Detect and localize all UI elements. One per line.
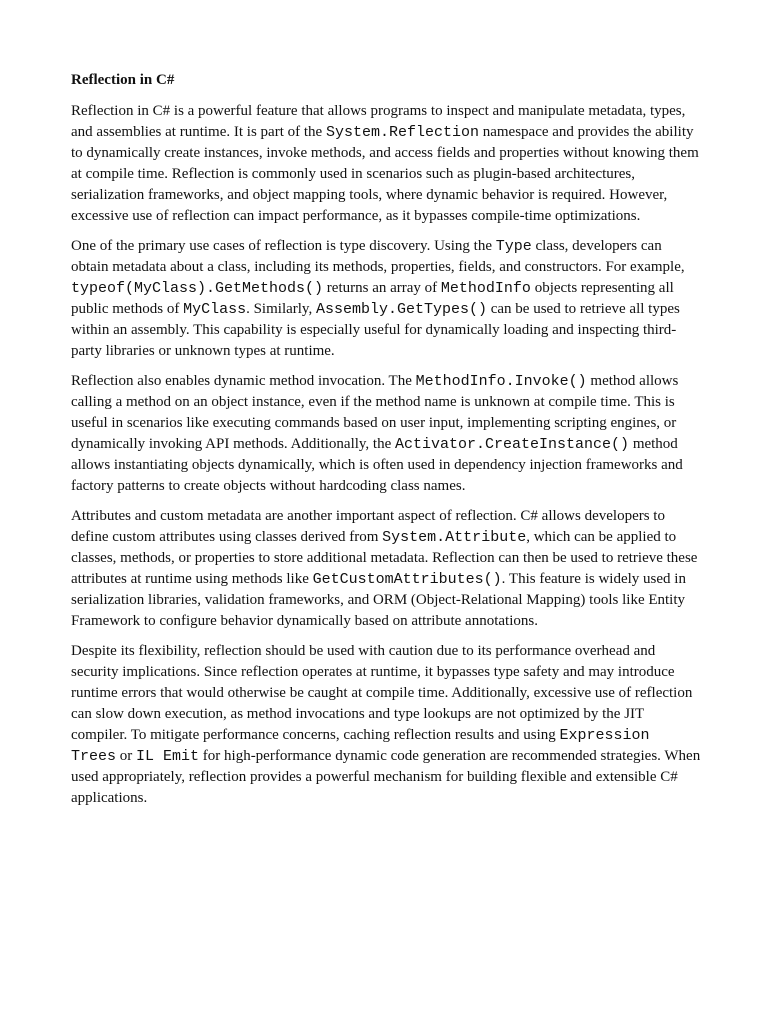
text-run: can be used to retrieve all types within an assembly. This capability is especially useful for dynamically loading and inspecting third-party libraries or unknown types at runtime. [71,301,680,359]
paragraph [71,371,701,497]
text-run: Attributes and custom metadata are another important aspect of reflection. C# allows developers to define custom attributes using classes derived from [71,508,665,545]
inline-code: System.Reflection [325,124,479,141]
inline-code: Assembly.GetTypes() [315,301,487,318]
inline-code: typeof(MyClass).GetMethods() [71,280,324,297]
paragraph [71,236,701,362]
inline-code: MyClass [183,301,247,318]
text-run: One of the primary use cases of reflection is type discovery. Using the [71,238,496,254]
inline-code: MethodInfo [440,280,531,297]
paragraph [71,641,701,809]
text-run: Reflection in C# is a powerful feature that allows programs to inspect and manipulate metadata, types, and assemblies at runtime. It is part of the [71,103,686,140]
inline-code: GetCustomAttributes() [312,571,502,588]
text-run: Reflection also enables dynamic method invocation. The [71,373,416,389]
text-run: namespace and provides the ability to dynamically create instances, invoke methods, and access fields and properties without knowing them at compile time. Reflection is commonly used in scenarios such as plugin-based architectures, serialization frameworks, and object mapping tools, where dynamic behavior is required. However, excessive use of reflection can impact performance, as it bypasses compile-time optimizations. [71,124,699,224]
text-run: method allows instantiating objects dynamically, which is often used in dependency injection frameworks and factory patterns to create objects without hardcoding class names. [71,436,683,494]
text-run: , which can be applied to classes, methods, or properties to store additional metadata. Reflection can then be used to retrieve these attributes at runtime using methods like [71,529,698,587]
text-run: objects representing all public methods of [71,280,674,317]
text-run: . This feature is widely used in serialization libraries, validation frameworks, and ORM (Object-Relational Mapping) tools like Entity Framework to configure behavior dynamically based on attribute annotations. [71,571,686,629]
text-run: Despite its flexibility, reflection should be used with caution due to its performance overhead and security implications. Since reflection operates at runtime, it bypasses type safety and may introduce runtime errors that would otherwise be caught at compile time. Additionally, excessive use of reflection can slow down execution, as method invocations and type lookups are not optimized by the JIT compiler. To mitigate performance concerns, caching reflection results and using [71,643,693,743]
paragraph [71,101,701,227]
text-run: returns an array of [323,280,441,296]
inline-code: Expression Trees [71,727,650,765]
text-run: or [116,748,137,764]
inline-code: MethodInfo.Invoke() [415,373,587,390]
text-run: class, developers can obtain metadata about a class, including its methods, properties, fields, and constructors. For example, [71,238,685,275]
inline-code: Activator.CreateInstance() [395,436,630,453]
text-run: method allows calling a method on an object instance, even if the method name is unknown at compile time. This is useful in scenarios like executing commands based on user input, implementing scripting engines, or dynamically invoking API methods. Additionally, the [71,373,679,452]
text-run: . Similarly, [246,301,316,317]
text-run: for high-performance dynamic code generation are recommended strategies. When used appropriately, reflection provides a powerful mechanism for building flexible and extensible C# applications. [71,748,701,806]
paragraph [71,506,701,632]
document-title: Reflection in C# [71,72,175,88]
inline-code: System.Attribute [382,529,527,546]
inline-code: IL Emit [136,748,200,765]
inline-code: Type [495,238,532,255]
document-body [71,101,701,809]
document [71,70,701,818]
